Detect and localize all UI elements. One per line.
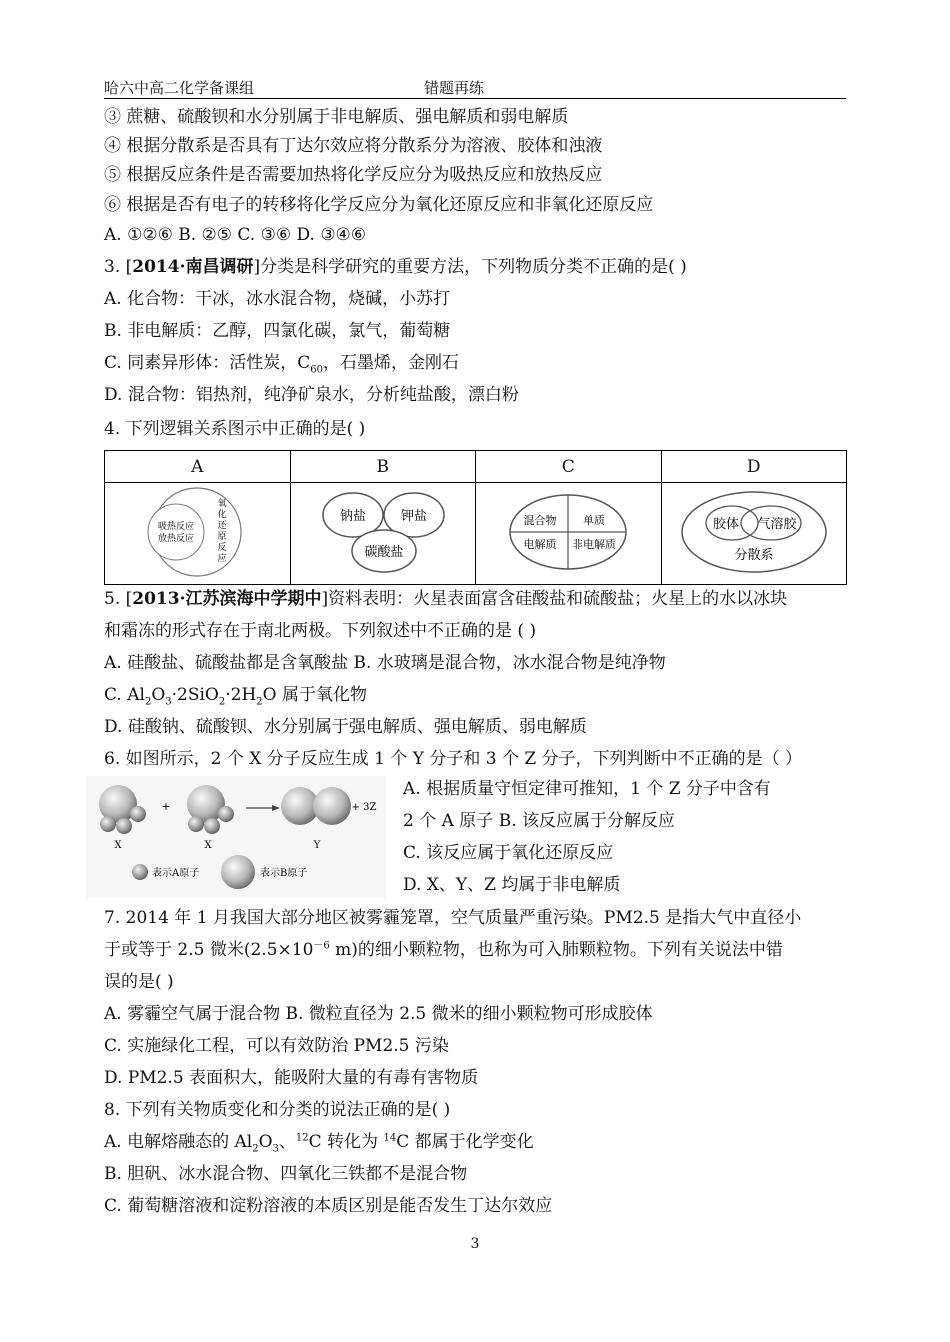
prev-line-3: ③ 蔗糖、硫酸钡和水分别属于非电解质、强电解质和弱电解质: [104, 107, 569, 127]
q4-header-d: D: [661, 451, 847, 483]
q4-header-b: B: [290, 451, 476, 483]
plus-sign: +: [161, 800, 171, 813]
q8-option-c: C. 葡萄糖溶液和淀粉溶液的本质区别是能否发生丁达尔效应: [104, 1196, 553, 1216]
diagram-a-vertical-char: 反: [217, 542, 227, 553]
q5-stem-line-2: 和霜冻的形式存在于南北两极。下列叙述中不正确的是 ( ): [104, 621, 537, 641]
q4-diagram-b-cell: [290, 483, 476, 585]
q7-options-ab: A. 雾霾空气属于混合物 B. 微粒直径为 2.5 微米的细小颗粒物可形成胶体: [104, 1004, 653, 1024]
diagram-d-label-colloid: 胶体: [712, 516, 739, 532]
label-plus-3z: + 3Z: [351, 802, 377, 813]
prev-line-6: ⑥ 根据是否有电子的转移将化学反应分为氧化还原反应和非氧化还原反应: [104, 195, 654, 215]
diagram-c-label-mixture: 混合物: [523, 513, 557, 527]
q7-stem-line-2: 于或等于 2.5 微米($2.5\times 10^{-6}$ m)的细小颗粒物，也称为可入肺颗粒物。下列有关说法中错: [104, 940, 783, 960]
q5-options-ab: A. 硅酸盐、硫酸盐都是含氧酸盐 B. 水玻璃是混合物，冰水混合物是纯净物: [104, 653, 666, 673]
diagram-a-vertical-char: 氧: [217, 498, 227, 509]
q5-source: 2013·江苏滨海中学期中: [132, 589, 322, 609]
diagram-a-vertical-char: 还: [217, 520, 227, 531]
diagram-a-label-1: 吸热反应: [158, 521, 195, 532]
q4-options-table: [104, 450, 847, 585]
q6-option-a-line-2: 2 个 A 原子 B. 该反应属于分解反应: [403, 811, 676, 831]
q5-option-c: C. $Al_2O_3\cdot 2SiO_2\cdot 2H_2O$ 属于氧化物: [104, 685, 368, 708]
q6-option-c: C. 该反应属于氧化还原反应: [403, 843, 614, 863]
q4-header-c: C: [476, 451, 662, 483]
q3-option-a: A. 化合物：干冰，冰水混合物，烧碱，小苏打: [104, 289, 451, 309]
diagram-c-label-nonelectrolyte: 非电解质: [572, 537, 617, 551]
q7-option-c: C. 实施绿化工程，可以有效防治 PM2.5 污染: [104, 1036, 449, 1056]
diagram-a-vertical-char: 化: [217, 509, 227, 520]
diagram-b-label-potassium: 钾盐: [400, 508, 427, 524]
diagram-c-label-electrolyte: 电解质: [523, 537, 557, 551]
diagram-d-label-aerosol: 气溶胶: [757, 516, 797, 532]
q3-option-c: C. 同素异形体：活性炭，$C_{60}$，石墨烯，金刚石: [104, 353, 459, 376]
q4-diagram-c: [505, 491, 631, 573]
legend-a-label: 表示A原子: [152, 868, 200, 879]
diagram-d-label-dispersion: 分散系: [734, 547, 774, 563]
q4-diagram-c-cell: [476, 483, 662, 585]
legend-b-label: 表示B原子: [260, 868, 308, 879]
q6-option-a-line-1: A. 根据质量守恒定律可推知，1 个 Z 分子中含有: [403, 779, 771, 799]
q5-stem-line-1: 5. [2013·江苏滨海中学期中]资料表明：火星表面富含硅酸盐和硫酸盐；火星上的水以冰块: [104, 589, 788, 609]
header-center: 错题再练: [424, 79, 485, 97]
q4-diagram-a-cell: [105, 483, 291, 585]
q3-source: 2014·南昌调研: [132, 257, 254, 277]
q7-option-d: D. PM2.5 表面积大，能吸附大量的有毒有害物质: [104, 1068, 479, 1088]
header-left: 哈六中高二化学备课组: [104, 79, 255, 97]
label-x-1: X: [114, 840, 122, 851]
q6-reaction-figure: [86, 776, 386, 898]
diagram-b-label-carbonate: 碳酸盐: [364, 544, 404, 560]
q8-option-a: A. 电解熔融态的 $Al_2O_3$、$^{12}$C 转化为 $^{14}$C 都属于化学变化: [104, 1132, 534, 1155]
q4-diagram-b: [318, 489, 448, 575]
diagram-b-label-sodium: 钠盐: [339, 508, 366, 524]
q8-option-b: B. 胆矾、冰水混合物、四氧化三铁都不是混合物: [104, 1164, 468, 1184]
prev-answer-options: A. ①②⑥ B. ②⑤ C. ③⑥ D. ③④⑥: [104, 225, 367, 245]
q6-stem: 6. 如图所示，2 个 X 分子反应生成 1 个 Y 分子和 3 个 Z 分子，下列判断中不正确的是（ ）: [104, 749, 803, 769]
q7-stem-line-1: 7. 2014 年 1 月我国大部分地区被雾霾笼罩，空气质量严重污染。PM2.5 是指大气中直径小: [104, 908, 802, 928]
q4-stem: 4. 下列逻辑关系图示中正确的是( ): [104, 419, 366, 439]
q8-stem: 8. 下列有关物质变化和分类的说法正确的是( ): [104, 1100, 451, 1120]
q3-option-b: B. 非电解质：乙醇，四氯化碳，氯气，葡萄糖: [104, 321, 451, 341]
q4-diagram-d: [679, 489, 829, 575]
diagram-c-label-element: 单质: [583, 513, 606, 527]
diagram-a-vertical-char: 应: [217, 553, 227, 564]
q6-option-d: D. X、Y、Z 均属于非电解质: [403, 875, 621, 895]
header-rule: [104, 98, 846, 99]
page-number: 3: [470, 1236, 480, 1252]
q5-option-d: D. 硅酸钠、硫酸钡、水分别属于强电解质、强电解质、弱电解质: [104, 717, 587, 737]
legend-b-atom: [221, 855, 255, 889]
label-y: Y: [313, 840, 321, 851]
q3-option-d: D. 混合物：铝热剂，纯净矿泉水，分析纯盐酸，漂白粉: [104, 385, 519, 405]
q7-stem-line-3: 误的是( ): [104, 972, 174, 992]
prev-line-5: ⑤ 根据反应条件是否需要加热将化学反应分为吸热反应和放热反应: [104, 165, 603, 185]
diagram-a-label-2: 放热反应: [158, 533, 195, 544]
legend-a-atom: [132, 864, 148, 880]
q4-header-a: A: [105, 451, 291, 483]
diagram-a-vertical-char: 原: [217, 531, 227, 542]
prev-line-4: ④ 根据分散系是否具有丁达尔效应将分散系分为溶液、胶体和浊液: [104, 136, 603, 156]
label-x-2: X: [204, 840, 212, 851]
q3-stem: 3. [2014·南昌调研]分类是科学研究的重要方法，下列物质分类不正确的是( ): [104, 257, 687, 277]
q4-diagram-d-cell: [661, 483, 847, 585]
q4-diagram-a: [142, 486, 252, 578]
